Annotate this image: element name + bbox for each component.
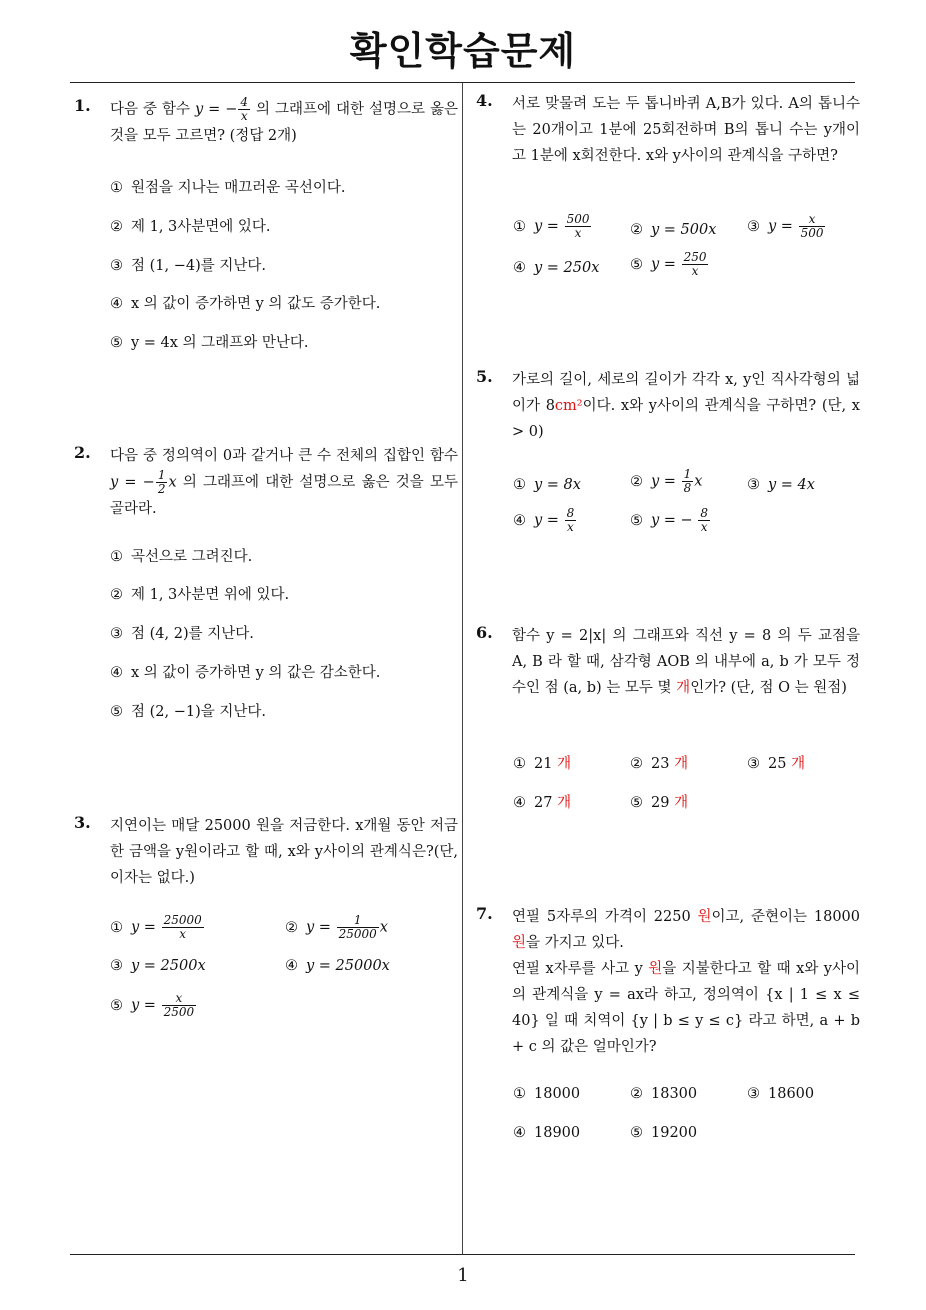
column-divider (462, 83, 463, 1254)
q5-option-2[interactable]: ② y = $\frac{1}{8}$ x (630, 467, 703, 496)
q6-option-1[interactable]: ① 21 개 (513, 756, 572, 772)
q5-option-4[interactable]: ④ y = $\frac{8}{x}$ (513, 506, 575, 535)
q6-option-3[interactable]: ③ 25 개 (747, 756, 806, 772)
q2-option-5[interactable]: ⑤ 점 (2, −1)을 지난다. (110, 704, 266, 720)
question-number: 7. (476, 904, 493, 923)
q3-option-4[interactable]: ④ y = 25000x (285, 958, 390, 974)
question-text: 가로의 길이, 세로의 길이가 각각 x, y인 직사각형의 넓이가 8cm²이다. x와 y사이의 관계식을 구하면? (단, x > 0) (512, 372, 860, 440)
q4-option-1[interactable]: ① y = $\frac{500}{x}$ (513, 212, 590, 241)
q1-option-3[interactable]: ③ 점 (1, −4)를 지난다. (110, 258, 266, 274)
q1-option-1[interactable]: ① 원점을 지나는 매끄러운 곡선이다. (110, 180, 346, 196)
q2-option-4[interactable]: ④ x 의 값이 증가하면 y 의 값은 감소한다. (110, 665, 381, 681)
q1-option-2[interactable]: ② 제 1, 3사분면에 있다. (110, 219, 271, 235)
q2-option-3[interactable]: ③ 점 (4, 2)를 지난다. (110, 626, 254, 642)
question-text: 연필 5자루의 가격이 2250 원이고, 준현이는 18000 원을 가지고 있다. 연필 x자루를 사고 y 원을 지불한다고 할 때 x와 y사이의 관계식을 y = ax라 하고, 정의역이 {x | 1 ≤ x ≤ 40} 일 때 치역이 {y | b ≤ y ≤ c} 라고 하면, a + b + c 의 값은 얼마인가? (512, 909, 860, 1055)
q6-option-4[interactable]: ④ 27 개 (513, 795, 572, 811)
unit-cm2: cm² (554, 398, 583, 414)
q3-option-1[interactable]: ① y = $\frac{25000}{x}$ (110, 913, 202, 942)
question-text: 함수 y = 2|x| 의 그래프와 직선 y = 8 의 두 교점을 A, B 라 할 때, 삼각형 AOB 의 내부에 a, b 가 모두 정수인 점 (a, b) 는 모두 몇 개인가? (단, 점 O 는 원점) (512, 628, 860, 696)
question-number: 4. (476, 91, 493, 110)
q3-option-2[interactable]: ② y = $\frac{1}{25000}$ x (285, 913, 388, 942)
q3-option-5[interactable]: ⑤ y = $\frac{x}{2500}$ (110, 991, 195, 1020)
q6-option-5[interactable]: ⑤ 29 개 (630, 795, 689, 811)
q4-option-3[interactable]: ③ y = $\frac{x}{500}$ (747, 212, 824, 241)
q5-option-3[interactable]: ③ y = 4x (747, 477, 815, 493)
question-number: 1. (74, 96, 91, 115)
question-number: 6. (476, 623, 493, 642)
q7-option-5[interactable]: ⑤ 19200 (630, 1125, 698, 1141)
q5-option-1[interactable]: ① y = 8x (513, 477, 581, 493)
q2-option-2[interactable]: ② 제 1, 3사분면 위에 있다. (110, 587, 290, 603)
q4-option-5[interactable]: ⑤ y = $\frac{250}{x}$ (630, 250, 707, 279)
question-text: 서로 맞물려 도는 두 톱니바퀴 A,B가 있다. A의 톱니수는 20개이고 1분에 25회전하며 B의 톱니 수는 y개이고 1분에 x회전한다. x와 y사이의 관계식을 구하면? (512, 96, 860, 164)
q7-option-4[interactable]: ④ 18900 (513, 1125, 581, 1141)
page-title: 확인학습문제 (349, 29, 577, 73)
q4-option-4[interactable]: ④ y = 250x (513, 260, 600, 276)
page-number: 1 (457, 1265, 469, 1286)
q7-option-2[interactable]: ② 18300 (630, 1086, 698, 1102)
question-number: 2. (74, 443, 91, 462)
question-number: 5. (476, 367, 493, 386)
q5-option-5[interactable]: ⑤ y = − $\frac{8}{x}$ (630, 506, 708, 535)
q4-option-2[interactable]: ② y = 500x (630, 222, 717, 238)
question-text: 지연이는 매달 25000 원을 저금한다. x개월 동안 저금한 금액을 y원이라고 할 때, x와 y사이의 관계식은?(단, 이자는 없다.) (110, 818, 458, 886)
question-text: 다음 중 함수 y = − $\frac{4}{x}$ 의 그래프에 대한 설명으로 옳은 것을 모두 고르면? (정답 2개) (110, 95, 458, 145)
q1-option-4[interactable]: ④ x 의 값이 증가하면 y 의 값도 증가한다. (110, 296, 381, 312)
question-text: 다음 중 정의역이 0과 같거나 큰 수 전체의 집합인 함수 y = − $\frac{1}{2}$ x 의 그래프에 대한 설명으로 옳은 것을 모두 골라라. (110, 448, 458, 518)
q6-option-2[interactable]: ② 23 개 (630, 756, 689, 772)
q2-option-1[interactable]: ① 곡선으로 그려진다. (110, 549, 253, 565)
q1-option-5[interactable]: ⑤ y = 4x 의 그래프와 만난다. (110, 335, 309, 351)
q3-option-3[interactable]: ③ y = 2500x (110, 958, 206, 974)
question-number: 3. (74, 813, 91, 832)
q7-option-3[interactable]: ③ 18600 (747, 1086, 815, 1102)
bottom-rule (70, 1254, 855, 1255)
q7-option-1[interactable]: ① 18000 (513, 1086, 581, 1102)
